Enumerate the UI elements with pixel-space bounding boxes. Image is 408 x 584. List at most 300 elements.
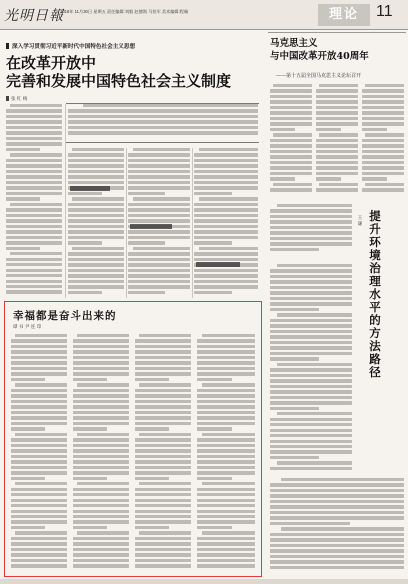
text-line bbox=[68, 164, 124, 167]
text-line bbox=[194, 219, 258, 222]
text-line bbox=[316, 139, 358, 142]
text-line bbox=[135, 400, 191, 403]
text-line bbox=[11, 471, 67, 474]
text-line bbox=[68, 131, 258, 134]
text-line bbox=[10, 203, 62, 206]
text-line bbox=[270, 308, 319, 311]
text-line bbox=[194, 269, 258, 272]
text-line bbox=[128, 263, 190, 266]
text-line bbox=[6, 241, 62, 244]
text-line bbox=[270, 516, 404, 519]
text-line bbox=[362, 172, 404, 175]
text-line bbox=[194, 164, 258, 167]
text-line bbox=[197, 466, 255, 469]
text-line bbox=[6, 269, 62, 272]
text-line bbox=[135, 394, 191, 397]
text-line bbox=[270, 111, 312, 114]
text-line bbox=[197, 422, 255, 425]
text-line bbox=[10, 104, 62, 107]
text-line bbox=[270, 440, 352, 443]
text-line bbox=[319, 84, 358, 87]
text-line bbox=[194, 192, 232, 195]
text-line bbox=[197, 361, 255, 364]
text-line bbox=[316, 89, 358, 92]
text-line bbox=[270, 237, 352, 240]
text-line bbox=[316, 155, 358, 158]
text-line bbox=[68, 291, 102, 294]
vertical-title-char: 平 bbox=[369, 300, 381, 314]
text-line bbox=[6, 290, 62, 293]
text-line bbox=[73, 427, 107, 430]
text-line bbox=[135, 438, 191, 441]
text-line bbox=[73, 488, 129, 491]
text-line bbox=[270, 368, 352, 371]
text-line bbox=[11, 542, 67, 545]
text-line bbox=[270, 450, 352, 453]
text-line bbox=[15, 482, 67, 485]
text-line bbox=[73, 422, 129, 425]
text-line bbox=[316, 117, 358, 120]
text-line bbox=[6, 126, 62, 129]
text-line bbox=[68, 159, 124, 162]
text-line bbox=[270, 346, 352, 349]
text-line bbox=[11, 438, 67, 441]
text-line bbox=[73, 411, 129, 414]
issue-meta: 2018年 11月30日 星期五 责任编辑:刘毅 赵德润 马伯军 美术编辑:程佩 bbox=[60, 9, 189, 14]
vertical-title-char: 理 bbox=[369, 274, 381, 288]
text-line bbox=[11, 499, 67, 502]
text-line bbox=[270, 538, 404, 541]
right-body-column-2 bbox=[316, 84, 358, 196]
text-line bbox=[73, 394, 129, 397]
text-line bbox=[135, 542, 191, 545]
text-line bbox=[270, 155, 312, 158]
text-line bbox=[15, 531, 67, 534]
masthead bbox=[0, 0, 408, 30]
text-line bbox=[6, 214, 62, 217]
text-line bbox=[11, 520, 67, 523]
text-line bbox=[128, 153, 190, 156]
text-line bbox=[270, 280, 352, 283]
text-line bbox=[316, 111, 358, 114]
text-line bbox=[197, 449, 255, 452]
text-line bbox=[362, 144, 404, 147]
text-line bbox=[135, 520, 191, 523]
text-line bbox=[362, 128, 387, 131]
text-line bbox=[72, 247, 124, 250]
text-line bbox=[128, 208, 190, 211]
text-line bbox=[73, 389, 129, 392]
text-line bbox=[362, 177, 387, 180]
text-line bbox=[362, 106, 404, 109]
text-line bbox=[199, 148, 258, 151]
text-line bbox=[270, 544, 404, 547]
text-line bbox=[73, 345, 129, 348]
text-line bbox=[316, 95, 358, 98]
highlighted-body-column-2 bbox=[73, 334, 129, 572]
text-line bbox=[73, 548, 129, 551]
text-line bbox=[11, 422, 67, 425]
text-line bbox=[194, 274, 258, 277]
text-line bbox=[6, 230, 62, 233]
text-line bbox=[270, 379, 352, 382]
text-line bbox=[135, 477, 169, 480]
text-line bbox=[135, 416, 191, 419]
text-line bbox=[316, 161, 358, 164]
text-line bbox=[68, 269, 124, 272]
text-line bbox=[197, 389, 255, 392]
text-line bbox=[135, 493, 191, 496]
text-line bbox=[270, 139, 312, 142]
text-line bbox=[77, 482, 129, 485]
text-line bbox=[139, 531, 191, 534]
text-line bbox=[135, 564, 191, 567]
section-subhead bbox=[70, 186, 110, 191]
text-line bbox=[68, 203, 124, 206]
text-line bbox=[11, 493, 67, 496]
text-line bbox=[270, 560, 404, 563]
text-line bbox=[319, 183, 358, 186]
text-line bbox=[73, 460, 129, 463]
text-line bbox=[11, 367, 67, 370]
text-line bbox=[135, 444, 191, 447]
text-line bbox=[133, 148, 190, 151]
text-line bbox=[73, 405, 129, 408]
text-line bbox=[68, 219, 124, 222]
text-line bbox=[135, 499, 191, 502]
text-line bbox=[194, 291, 232, 294]
text-line bbox=[197, 460, 255, 463]
text-line bbox=[6, 192, 62, 195]
text-line bbox=[135, 471, 191, 474]
text-line bbox=[362, 166, 404, 169]
text-line bbox=[128, 203, 190, 206]
article-kicker: 深入学习贯彻习近平新时代中国特色社会主义思想 bbox=[6, 42, 135, 50]
text-line bbox=[68, 258, 124, 261]
text-line bbox=[270, 117, 312, 120]
text-line bbox=[197, 548, 255, 551]
text-line bbox=[270, 434, 352, 437]
column-divider bbox=[65, 104, 66, 298]
text-line bbox=[270, 566, 404, 569]
text-line bbox=[68, 274, 124, 277]
highlighted-body-column-1 bbox=[11, 334, 67, 572]
env-body-column-2 bbox=[270, 478, 404, 576]
text-line bbox=[197, 542, 255, 545]
text-line bbox=[270, 352, 352, 355]
main-body-column-4 bbox=[194, 148, 258, 298]
text-line bbox=[316, 122, 358, 125]
text-line bbox=[11, 526, 45, 529]
text-line bbox=[316, 150, 358, 153]
text-line bbox=[135, 526, 169, 529]
text-line bbox=[73, 416, 129, 419]
right-title-line1: 马克思主义 bbox=[270, 38, 318, 49]
text-line bbox=[270, 226, 352, 229]
text-line bbox=[15, 334, 67, 337]
text-line bbox=[128, 230, 190, 233]
text-line bbox=[128, 269, 190, 272]
text-line bbox=[6, 170, 62, 173]
text-line bbox=[270, 396, 352, 399]
text-line bbox=[128, 170, 190, 173]
text-line bbox=[362, 188, 404, 191]
text-line bbox=[73, 520, 129, 523]
text-line bbox=[11, 477, 45, 480]
text-line bbox=[73, 466, 129, 469]
text-line bbox=[194, 285, 258, 288]
text-line bbox=[270, 330, 352, 333]
text-line bbox=[194, 181, 258, 184]
text-line bbox=[68, 208, 124, 211]
text-line bbox=[135, 504, 191, 507]
text-line bbox=[135, 411, 191, 414]
text-line bbox=[11, 444, 67, 447]
text-line bbox=[77, 334, 129, 337]
main-byline bbox=[6, 96, 27, 102]
text-line bbox=[73, 559, 129, 562]
text-line bbox=[270, 456, 319, 459]
text-line bbox=[133, 197, 190, 200]
text-line bbox=[73, 542, 129, 545]
text-line bbox=[11, 361, 67, 364]
text-line bbox=[73, 564, 129, 567]
vertical-title-char: 境 bbox=[369, 248, 381, 262]
text-line bbox=[11, 378, 45, 381]
text-line bbox=[365, 133, 404, 136]
text-line bbox=[270, 161, 312, 164]
highlighted-article-frame[interactable] bbox=[4, 301, 262, 577]
text-line bbox=[6, 120, 62, 123]
text-line bbox=[270, 100, 312, 103]
text-line bbox=[270, 489, 404, 492]
text-line bbox=[270, 275, 352, 278]
text-line bbox=[197, 378, 232, 381]
text-line bbox=[270, 445, 352, 448]
vertical-title-char: 方 bbox=[369, 326, 381, 340]
text-line bbox=[197, 499, 255, 502]
text-line bbox=[197, 350, 255, 353]
text-line bbox=[6, 197, 40, 200]
text-line bbox=[11, 411, 67, 414]
right-body-column-1 bbox=[270, 84, 312, 196]
text-line bbox=[135, 537, 191, 540]
text-line bbox=[73, 499, 129, 502]
text-line bbox=[197, 339, 255, 342]
text-line bbox=[135, 488, 191, 491]
text-line bbox=[135, 455, 191, 458]
highlighted-body-column-3 bbox=[135, 334, 191, 572]
text-line bbox=[73, 553, 129, 556]
text-line bbox=[128, 159, 190, 162]
text-line bbox=[277, 412, 352, 415]
text-line bbox=[6, 148, 40, 151]
text-line bbox=[197, 488, 255, 491]
text-line bbox=[270, 555, 404, 558]
text-line bbox=[6, 225, 62, 228]
text-line bbox=[270, 385, 352, 388]
text-line bbox=[277, 313, 352, 316]
text-line bbox=[197, 553, 255, 556]
text-line bbox=[6, 109, 62, 112]
text-line bbox=[68, 241, 102, 244]
text-line bbox=[139, 433, 191, 436]
text-line bbox=[281, 478, 404, 481]
text-line bbox=[68, 170, 124, 173]
text-line bbox=[197, 416, 255, 419]
right-title-line2: 与中国改革开放40周年 bbox=[270, 50, 369, 62]
text-line bbox=[73, 477, 107, 480]
text-line bbox=[270, 549, 404, 552]
text-line bbox=[365, 84, 404, 87]
text-line bbox=[6, 186, 62, 189]
text-line bbox=[194, 241, 232, 244]
text-line bbox=[362, 111, 404, 114]
text-line bbox=[199, 247, 258, 250]
newspaper-logo: 光明日報 bbox=[4, 8, 64, 24]
text-line bbox=[11, 553, 67, 556]
text-line bbox=[270, 483, 404, 486]
main-headline-line2: 完善和发展中国特色社会主义制度 bbox=[6, 72, 232, 90]
text-line bbox=[270, 500, 404, 503]
text-line bbox=[202, 433, 255, 436]
text-line bbox=[73, 339, 129, 342]
text-line bbox=[73, 438, 129, 441]
lead-summary-text bbox=[68, 104, 258, 142]
text-line bbox=[6, 137, 62, 140]
text-line bbox=[6, 142, 62, 145]
text-line bbox=[11, 548, 67, 551]
text-line bbox=[135, 405, 191, 408]
env-article-author: 王 谦 bbox=[357, 216, 363, 227]
text-line bbox=[73, 400, 129, 403]
text-line bbox=[194, 186, 258, 189]
text-line bbox=[316, 128, 341, 131]
text-line bbox=[6, 280, 62, 283]
text-line bbox=[128, 236, 190, 239]
text-line bbox=[197, 394, 255, 397]
text-line bbox=[73, 471, 129, 474]
text-line bbox=[277, 461, 352, 464]
text-line bbox=[135, 367, 191, 370]
vertical-title-char: 水 bbox=[369, 287, 381, 301]
text-line bbox=[11, 394, 67, 397]
text-line bbox=[128, 181, 190, 184]
text-line bbox=[72, 197, 124, 200]
text-line bbox=[270, 511, 404, 514]
text-line bbox=[73, 361, 129, 364]
text-line bbox=[6, 236, 62, 239]
text-line bbox=[11, 345, 67, 348]
text-line bbox=[73, 455, 129, 458]
text-line bbox=[197, 356, 255, 359]
text-line bbox=[270, 522, 350, 525]
text-line bbox=[197, 477, 232, 480]
text-line bbox=[68, 175, 124, 178]
text-line bbox=[135, 422, 191, 425]
text-line bbox=[362, 161, 404, 164]
text-line bbox=[197, 345, 255, 348]
text-line bbox=[270, 324, 352, 327]
text-line bbox=[68, 126, 258, 129]
text-line bbox=[273, 84, 312, 87]
text-line bbox=[68, 192, 102, 195]
text-line bbox=[202, 482, 255, 485]
text-line bbox=[197, 471, 255, 474]
vertical-title-char: 径 bbox=[369, 365, 381, 379]
text-line bbox=[73, 367, 129, 370]
text-line bbox=[15, 383, 67, 386]
text-line bbox=[11, 405, 67, 408]
text-line bbox=[194, 170, 258, 173]
text-line bbox=[197, 438, 255, 441]
vertical-title-char: 的 bbox=[369, 313, 381, 327]
text-line bbox=[270, 177, 295, 180]
text-line bbox=[135, 372, 191, 375]
text-line bbox=[194, 203, 258, 206]
text-line bbox=[270, 407, 319, 410]
text-line bbox=[135, 466, 191, 469]
text-line bbox=[194, 208, 258, 211]
text-line bbox=[316, 106, 358, 109]
right-top-rule bbox=[268, 32, 406, 33]
text-line bbox=[270, 122, 312, 125]
text-line bbox=[270, 357, 319, 360]
vertical-title-char: 治 bbox=[369, 261, 381, 275]
column-divider bbox=[126, 148, 127, 298]
text-line bbox=[194, 159, 258, 162]
text-line bbox=[11, 416, 67, 419]
text-line bbox=[6, 274, 62, 277]
text-line bbox=[197, 372, 255, 375]
text-line bbox=[73, 537, 129, 540]
text-line bbox=[11, 559, 67, 562]
text-line bbox=[270, 418, 352, 421]
text-line bbox=[270, 401, 352, 404]
byline-marker-icon bbox=[6, 96, 9, 101]
text-line bbox=[202, 383, 255, 386]
text-line bbox=[277, 204, 352, 207]
text-line bbox=[139, 334, 191, 337]
text-line bbox=[73, 526, 107, 529]
text-line bbox=[128, 186, 190, 189]
text-line bbox=[199, 197, 258, 200]
text-line bbox=[128, 164, 190, 167]
text-line bbox=[135, 553, 191, 556]
text-line bbox=[73, 378, 107, 381]
text-line bbox=[194, 230, 258, 233]
text-line bbox=[73, 350, 129, 353]
text-line bbox=[197, 400, 255, 403]
text-line bbox=[270, 106, 312, 109]
text-line bbox=[270, 429, 352, 432]
text-line bbox=[135, 510, 191, 513]
text-line bbox=[11, 389, 67, 392]
text-line bbox=[270, 150, 312, 153]
text-line bbox=[270, 302, 352, 305]
text-line bbox=[135, 460, 191, 463]
text-line bbox=[270, 374, 352, 377]
main-byline-name: 张 红 梅 bbox=[11, 97, 28, 102]
text-line bbox=[135, 515, 191, 518]
text-line bbox=[270, 172, 312, 175]
text-line bbox=[270, 341, 352, 344]
text-line bbox=[6, 258, 62, 261]
text-line bbox=[197, 564, 255, 567]
text-line bbox=[128, 285, 190, 288]
text-line bbox=[270, 166, 312, 169]
text-line bbox=[6, 263, 62, 266]
